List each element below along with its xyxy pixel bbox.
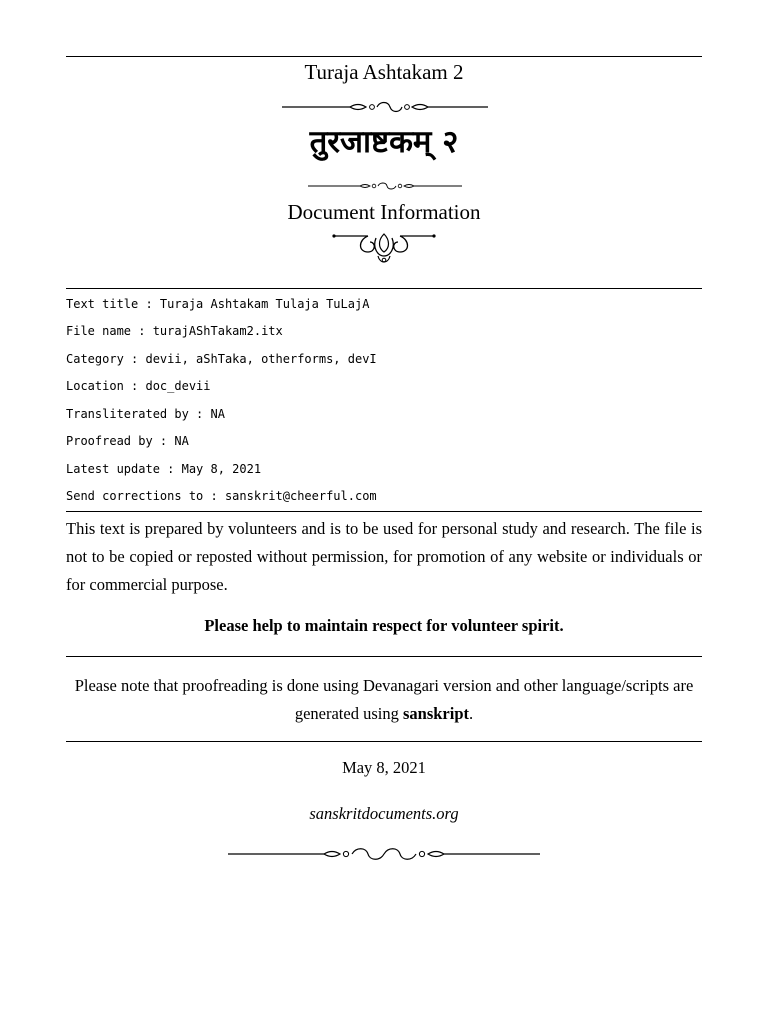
meta-location: Location : doc_devii xyxy=(66,379,211,393)
document-information-heading: Document Information xyxy=(287,200,481,224)
meta-file-name: File name : turajAShTakam2.itx xyxy=(66,324,283,338)
footer-site: sanskritdocuments.org xyxy=(309,804,459,823)
small-ornament-icon xyxy=(308,181,462,191)
flourish-ornament-icon xyxy=(332,226,436,266)
title-devanagari: तुरजाष्टकम् २ xyxy=(309,124,459,160)
disclaimer-paragraph: This text is prepared by volunteers and is to be used for personal study and research. The file is not to be copied or reposted without permission, for promotion of any website or individuals or for commercial purpose. xyxy=(66,519,702,594)
note-prefix: Please note that proofreading is done using Devanagari version and other language/scripts are generated using xyxy=(74,676,694,723)
meta-proofread-by: Proofread by : NA xyxy=(66,434,189,448)
proofreading-note xyxy=(66,672,702,728)
metadata-top-rule xyxy=(66,288,702,289)
meta-category: Category : devii, aShTaka, otherforms, devI xyxy=(66,352,377,366)
respect-line: Please help to maintain respect for volunteer spirit. xyxy=(204,616,564,635)
note-bottom-rule xyxy=(66,741,702,742)
meta-latest-update: Latest update : May 8, 2021 xyxy=(66,462,262,476)
meta-transliterated-by: Transliterated by : NA xyxy=(66,407,225,421)
title-english: Turaja Ashtakam 2 xyxy=(304,60,464,84)
note-sanskript: sanskript xyxy=(402,704,470,723)
meta-text-title: Text title : Turaja Ashtakam Tulaja TuLajA xyxy=(66,297,370,311)
top-rule xyxy=(66,56,702,57)
title-ornament-icon xyxy=(282,100,488,114)
note-top-rule xyxy=(66,656,702,657)
meta-send-corrections: Send corrections to : sanskrit@cheerful.com xyxy=(66,489,377,503)
footer-date: May 8, 2021 xyxy=(342,758,426,777)
note-suffix: . xyxy=(469,704,474,723)
metadata-bottom-rule xyxy=(66,511,702,512)
footer-ornament-icon xyxy=(228,846,540,862)
